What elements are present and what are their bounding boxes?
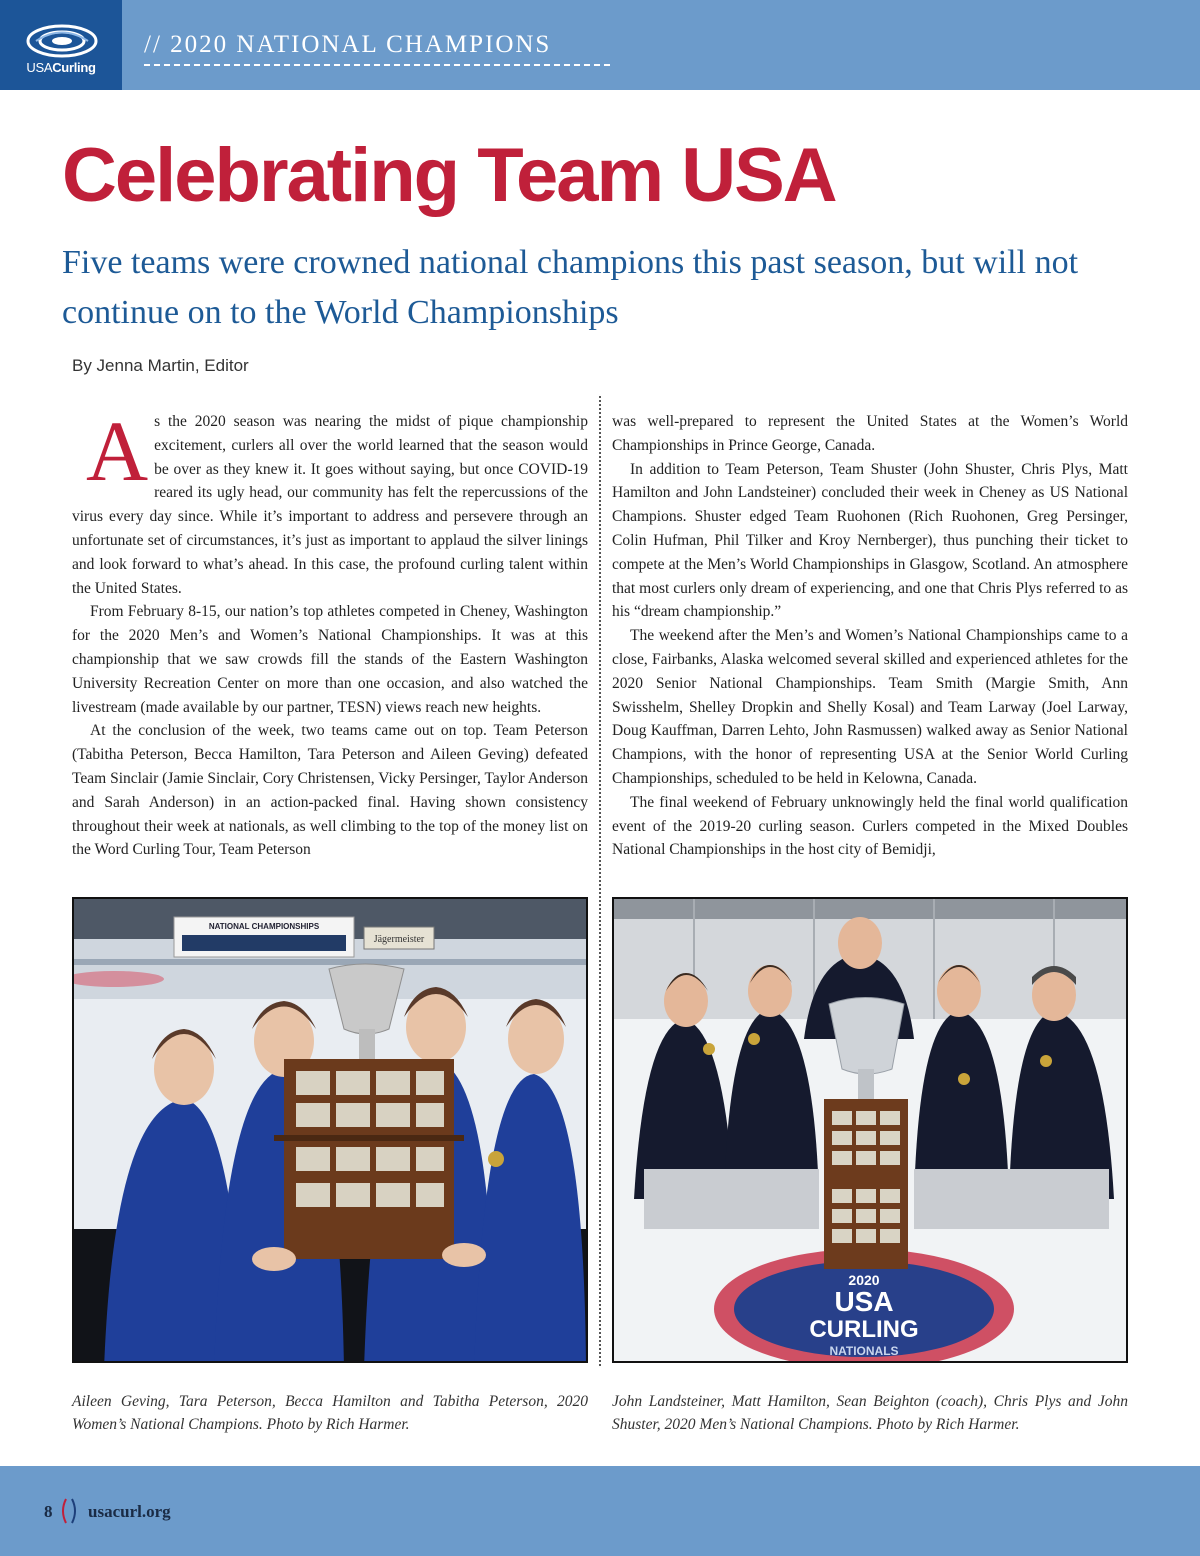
article-deck: Five teams were crowned national champions this past season, but will not continue on to the World Championships xyxy=(62,244,1079,331)
article-paragraph: The final weekend of February unknowingly held the final world qualification event of the 2019-20 curling season. Curlers competed in the Mixed Doubles National Championships in the host city of Bemidji, xyxy=(612,793,1128,859)
photo-logo-nationals: NATIONALS xyxy=(829,1344,899,1358)
usa-curling-logo xyxy=(0,0,122,90)
article-paragraph: was well-prepared to represent the United States at the Women’s World Championships in Prince George, Canada. xyxy=(612,413,1128,454)
article-paragraph xyxy=(72,403,588,600)
section-rule xyxy=(144,64,610,66)
photo-logo-usa: USA xyxy=(834,1286,894,1317)
logo-text-curling: Curling xyxy=(52,60,96,75)
article-column-right xyxy=(612,410,1128,862)
logo-wordmark xyxy=(0,60,122,75)
article-headline: Celebrating Team USA xyxy=(62,133,836,218)
footer-url[interactable]: usacurl.org xyxy=(88,1502,171,1521)
article-paragraph: The weekend after the Men’s and Women’s National Championships came to a close, Fairbanks, Alaska welcomed several skilled and experienced athletes for the 2020 Senior National Championships. Team Smith (Margie Smith, Ann Swisshelm, Shelley Dropkin and Shelly Kosal) and Team Larway (Joel Larway, Doug Kauffman, Darren Lehto, John Rasmussen) walked away as Senior National Champions, with the honor of representing USA at the Senior World Curling Championships, scheduled to be held in Kelowna, Canada. xyxy=(612,627,1128,787)
article-byline: By Jenna Martin, Editor xyxy=(72,356,249,375)
curling-stone-icon xyxy=(26,24,98,58)
section-label: // 2020 NATIONAL CHAMPIONS xyxy=(144,31,552,58)
article-paragraph: At the conclusion of the week, two teams came out on top. Team Peterson (Tabitha Peterson, Becca Hamilton, Tara Peterson and Aileen Geving) defeated Team Sinclair (Jamie Sinclair, Cory Christensen, Vicky Persinger, Taylor Anderson and Sarah Anderson) in an action-packed final. Having shown consistency throughout their week at nationals, as well climbing to the top of the money list on the Word Curling Tour, Team Peterson xyxy=(72,722,588,859)
photo-logo-year: 2020 xyxy=(848,1272,880,1288)
photo-caption-left: Aileen Geving, Tara Peterson, Becca Hamilton and Tabitha Peterson, 2020 Women’s National Champions. Photo by Rich Harmer. xyxy=(72,1393,588,1433)
paragraph-text: s the 2020 season was nearing the midst of pique championship excitement, curlers all over the world learned that the season would be over as they knew it. It goes without saying, but once COVID-19 reared its ugly head, our community has felt the repercussions of the virus every day since. While it’s important to address and persevere through an unfortunate set of circumstances, it’s just as important to applaud the silver linings and look forward to what’s ahead. In this case, the profound curling talent within the United States. xyxy=(72,413,588,597)
photo-logo-curling: CURLING xyxy=(809,1316,919,1343)
parenthesis-marks-icon xyxy=(62,1496,82,1526)
photo-banner-text: NATIONAL CHAMPIONSHIPS xyxy=(208,922,320,931)
page-header xyxy=(0,0,1200,90)
photo-mens-champions xyxy=(612,897,1128,1363)
photo-womens-champions xyxy=(72,897,588,1363)
page-number: 8 xyxy=(44,1502,53,1521)
drop-cap: A xyxy=(86,403,149,499)
page-footer xyxy=(0,1466,1200,1556)
article-paragraph: In addition to Team Peterson, Team Shuster (John Shuster, Chris Plys, Matt Hamilton and John Landsteiner) concluded their week in Cheney as US National Champions. Shuster edged Team Ruohonen (Rich Ruohonen, Greg Persinger, Colin Hufman, Phil Tilker and Kroy Nernberger), thus punching their ticket to compete at the Men’s World Championships in Glasgow, Scotland. An atmosphere that most curlers only dream of experiencing, and one that Chris Plys referred to as his “dream championship.” xyxy=(612,460,1128,621)
photo-caption-right: John Landsteiner, Matt Hamilton, Sean Beighton (coach), Chris Plys and John Shuster, 2020 Men’s National Champions. Photo by Rich Harmer. xyxy=(612,1393,1128,1433)
article-paragraph: From February 8-15, our nation’s top athletes competed in Cheney, Washington for the 2020 Men’s and Women’s National Championships. It was at this championship that we saw crowds fill the stands of the Eastern Washington University Recreation Center on more than one occasion, and also watched the livestream (made available by our partner, TESN) views reach new heights. xyxy=(72,603,588,716)
article-column-left xyxy=(72,403,588,862)
photo-sponsor-text: Jägermeister xyxy=(373,934,425,945)
column-divider xyxy=(599,396,601,1366)
logo-text-usa: USA xyxy=(26,60,53,75)
